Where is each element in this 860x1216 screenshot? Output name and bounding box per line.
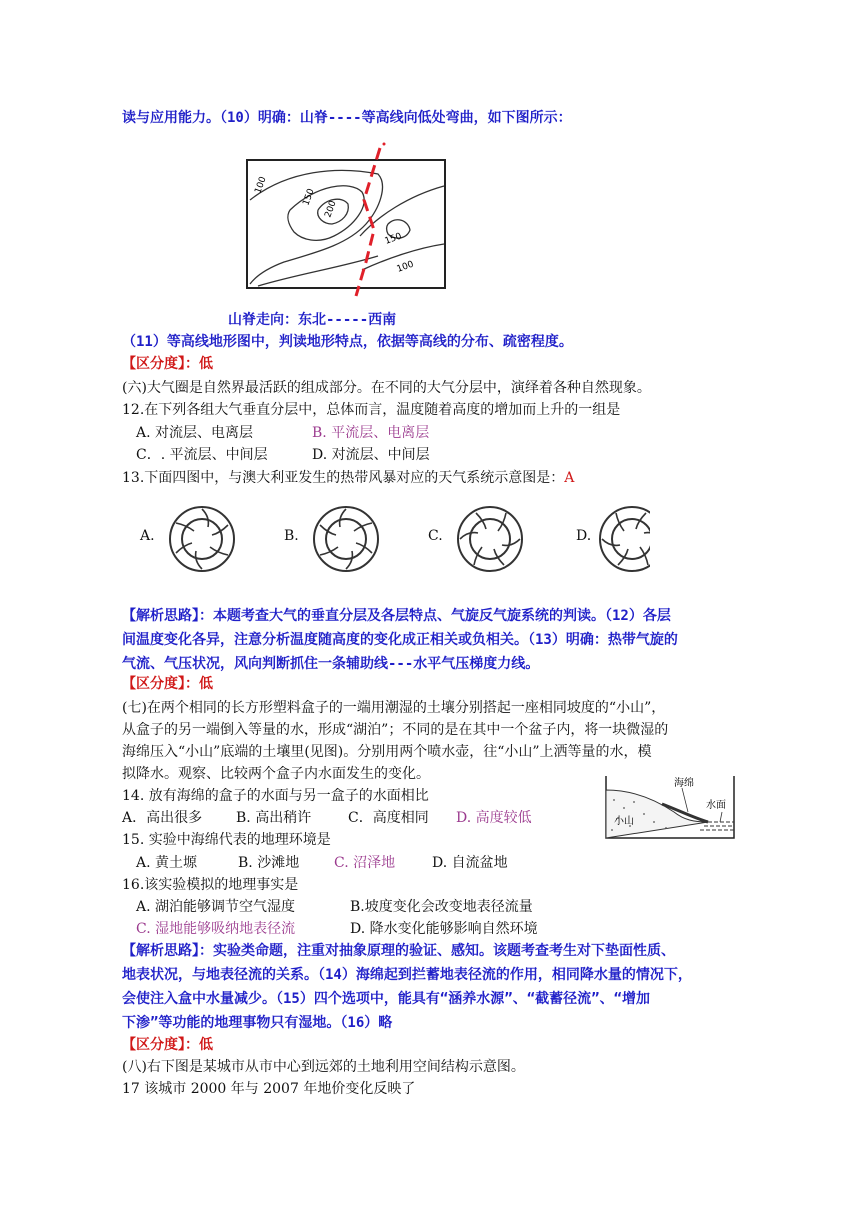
question-15-option-c: C. 沼泽地 [334, 855, 396, 871]
analysis-1-line-1: 【解析思路】：本题考查大气的垂直分层及各层特点、气旋反气旋系统的判读。（12）各层 [122, 608, 671, 624]
contour-label-2: 150 [301, 187, 317, 208]
line-item-11: （11）等高线地形图中，判读地形特点，依据等高线的分布、疏密程度。 [122, 334, 573, 350]
question-12-option-a: A. 对流层、电离层 [136, 425, 254, 441]
box-label-sponge: 海绵 [674, 778, 694, 789]
section-6-intro: (六)大气圈是自然界最活跃的组成部分。在不同的大气分层中，演绎着各种自然现象。 [122, 380, 651, 396]
cyclone-label-d: D. [576, 528, 592, 544]
question-15-option-b: B. 沙滩地 [238, 855, 300, 871]
discrimination-label-1: 【区分度】：低 [122, 356, 213, 372]
cyclone-diagram-c [458, 507, 522, 571]
question-15-stem: 15. 实验中海绵代表的地理环境是 [122, 832, 331, 848]
analysis-2-line-2: 地表状况，与地表径流的关系。（14）海绵起到拦蓄地表径流的作用，相同降水量的情况下， [122, 967, 692, 983]
analysis-2-line-1: 【解析思路】：实验类命题，注重对抽象原理的验证、感知。该题考查考生对下垫面性质、 [122, 943, 675, 959]
question-13-answer: A [564, 470, 575, 486]
question-16-stem: 16.该实验模拟的地理事实是 [122, 877, 299, 893]
cyclone-label-c: C. [428, 528, 443, 544]
analysis-2-line-4: 下渗”等功能的地理事物只有湿地。（16）略 [122, 1015, 393, 1031]
section-7-line-2: 从盒子的另一端倒入等量的水，形成“湖泊”；不同的是在其中一个盆子内，将一块微湿的 [122, 722, 669, 738]
experiment-box-figure [604, 774, 736, 840]
question-15-option-a: A. 黄土塬 [136, 855, 198, 871]
contour-label-5: 100 [395, 259, 416, 275]
contour-label-1: 100 [253, 175, 269, 196]
line-analysis-10: 读与应用能力。（10）明确：山脊----等高线向低处弯曲，如下图所示： [122, 110, 572, 126]
section-8-intro: (八)右下图是某城市从市中心到远郊的土地利用空间结构示意图。 [122, 1059, 525, 1075]
analysis-2-line-3: 会使注入盒中水量减少。（15）四个选项中，能具有“涵养水源”、“截蓄径流”、“增加 [122, 991, 650, 1007]
question-14-option-c: C．高度相同 [348, 810, 429, 826]
discrimination-label-3: 【区分度】：低 [122, 1037, 213, 1053]
analysis-1-line-2: 间温度变化各异，注意分析温度随高度的变化成正相关或负相关。（13）明确：热带气旋的 [122, 632, 678, 648]
question-14-option-a: A．高出很多 [122, 810, 203, 826]
cyclone-diagram-d [600, 507, 650, 571]
contour-label-4: 150 [383, 231, 404, 247]
question-12-option-b: B. 平流层、电离层 [312, 425, 430, 441]
section-7-line-1: (七)在两个相同的长方形塑料盒子的一端用潮湿的土壤分别搭起一座相同坡度的“小山”， [122, 700, 666, 716]
section-7-line-4: 拟降水。观察、比较两个盒子内水面发生的变化。 [122, 766, 430, 782]
contour-map-figure [238, 140, 448, 300]
question-13-stem [122, 468, 574, 488]
question-15-option-d: D. 自流盆地 [432, 855, 508, 871]
question-12-stem: 12.在下列各组大气垂直分层中，总体而言，温度随着高度的增加而上升的一组是 [122, 402, 621, 418]
question-14-stem: 14. 放有海绵的盒子的水面与另一盒子的水面相比 [122, 788, 429, 804]
question-12-option-c: C．. 平流层、中间层 [136, 447, 268, 463]
analysis-1-line-3: 气流、气压状况，风向判断抓住一条辅助线---水平气压梯度力线。 [122, 656, 540, 672]
cyclone-label-a: A. [140, 528, 155, 544]
question-17-stem: 17 该城市 2000 年与 2007 年地价变化反映了 [122, 1081, 416, 1097]
cyclone-diagram-b [314, 507, 378, 571]
ridge-caption: 山脊走向：东北-----西南 [228, 312, 397, 328]
question-16-option-b: B.坡度变化会改变地表径流量 [350, 899, 533, 915]
box-label-water: 水面 [706, 800, 726, 811]
question-12-option-d: D. 对流层、中间层 [312, 447, 430, 463]
discrimination-label-2: 【区分度】：低 [122, 676, 213, 692]
question-16-option-d: D. 降水变化能够影响自然环境 [350, 921, 538, 937]
question-14-option-d: D. 高度较低 [456, 810, 532, 826]
cyclone-figures [130, 498, 650, 580]
section-7-line-3: 海绵压入“小山”底端的土壤里(见图)。分别用两个喷水壶，往“小山”上洒等量的水，模 [122, 744, 652, 760]
contour-label-3: 200 [323, 199, 339, 220]
question-16-option-c: C. 湿地能够吸纳地表径流 [136, 921, 296, 937]
cyclone-diagram-a [170, 507, 234, 571]
question-13-text: 13.下面四图中，与澳大利亚发生的热带风暴对应的天气系统示意图是： [122, 470, 565, 486]
cyclone-label-b: B. [284, 528, 299, 544]
box-label-hill: 小山 [614, 816, 634, 827]
question-16-option-a: A. 湖泊能够调节空气湿度 [136, 899, 296, 915]
question-14-option-b: B. 高出稍许 [236, 810, 312, 826]
